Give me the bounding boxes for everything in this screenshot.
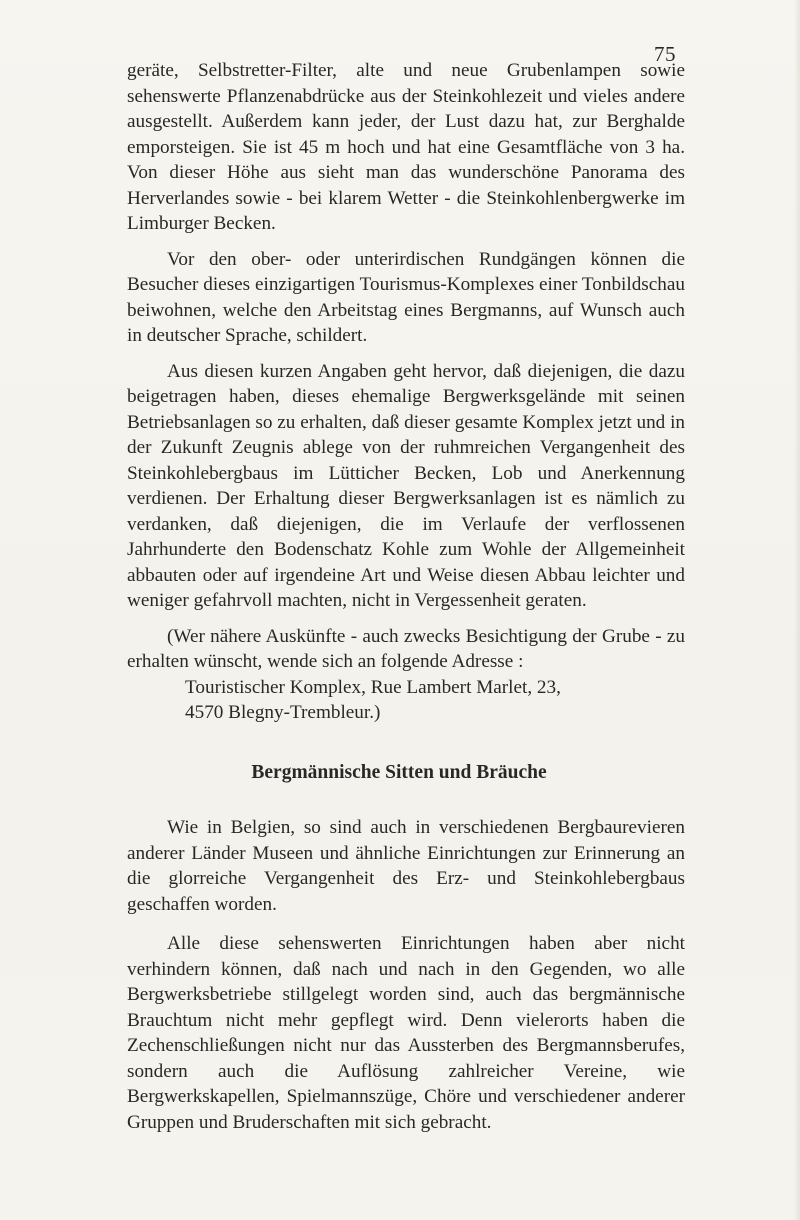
- address-line-2: 4570 Blegny-Trembleur.): [185, 702, 381, 723]
- paragraph-customs-decline: Alle diese sehenswerten Einrichtungen haben aber nicht verhindern können, daß nach und nach in den Gegenden, wo alle Bergwerksbetriebe stillgelegt worden sind, auch das bergmännische Brauchtum nicht mehr gepflegt wird. Denn vielerorts haben die Zechenschließungen nicht nur das Aussterben des Bergmannsberufes, sondern auch die Auflösung zahlreicher Vereine, wie Bergwerkskapellen, Spielmannszüge, Chöre und verschiedener anderer Gruppen und Bruderschaften mit sich gebracht.: [127, 933, 685, 1133]
- address-block: [185, 675, 685, 726]
- paragraph-continued-exhibits: geräte, Selbstretter-Filter, alte und neue Grubenlampen sowie sehenswerte Pflanzenabdrücke aus der Steinkohlezeit und vieles andere ausgestellt. Außerdem kann jeder, der Lust dazu hat, zur Berghalde emporsteigen. Sie ist 45 m hoch und hat eine Gesamtfläche von 3 ha. Von dieser Höhe aus sieht man das wunderschöne Panorama des Herverlandes sowie - bei klarem Wetter - die Steinkohlenbergwerke im Limburger Becken.: [127, 60, 685, 234]
- paragraph-sound-slide-show: Vor den ober- oder unterirdischen Rundgängen können die Besucher dieses einzigartigen Tourismus-Komplexes einer Tonbildschau beiwohnen, welche den Arbeitstag eines Bergmanns, auf Wunsch auch in deutscher Sprache, schildert.: [127, 248, 685, 346]
- page-number: 75: [654, 42, 676, 66]
- text-column: [127, 58, 685, 1145]
- section-heading: Bergmännische Sitten und Bräuche: [251, 761, 547, 783]
- scan-edge-shadow: [794, 0, 800, 1220]
- paragraph-contact-info: (Wer nähere Auskünfte - auch zwecks Besichtigung der Grube - zu erhalten wünscht, wende sich an folgende Adresse :: [127, 625, 685, 672]
- paragraph-preservation: Aus diesen kurzen Angaben geht hervor, daß diejenigen, die dazu beigetragen haben, dieses ehemalige Bergwerksgelände mit seinen Betriebsanlagen so zu erhalten, daß dieser gesamte Komplex jetzt und in der Zukunft Zeugnis ablege von der ruhmreichen Vergangenheit des Steinkohlebergbaus im Lütticher Becken, Lob und Anerkennung verdienen. Der Erhaltung dieser Bergwerksanlagen ist es nämlich zu verdanken, daß diejenigen, die im Verlaufe der verflossenen Jahrhunderte den Bodenschatz Kohle zum Wohle der Allgemeinheit abbauten oder auf irgendeine Art und Weise diesen Abbau leichter und weniger gefahrvoll machten, nicht in Vergessenheit geraten.: [127, 360, 685, 611]
- paragraph-museums: Wie in Belgien, so sind auch in verschiedenen Bergbaurevieren anderer Länder Museen und ähnliche Einrichtungen zur Erinnerung an die glorreiche Vergangenheit des Erz- und Steinkohlebergbaus geschaffen worden.: [127, 817, 685, 915]
- address-line-1: Touristischer Komplex, Rue Lambert Marlet, 23,: [185, 676, 561, 698]
